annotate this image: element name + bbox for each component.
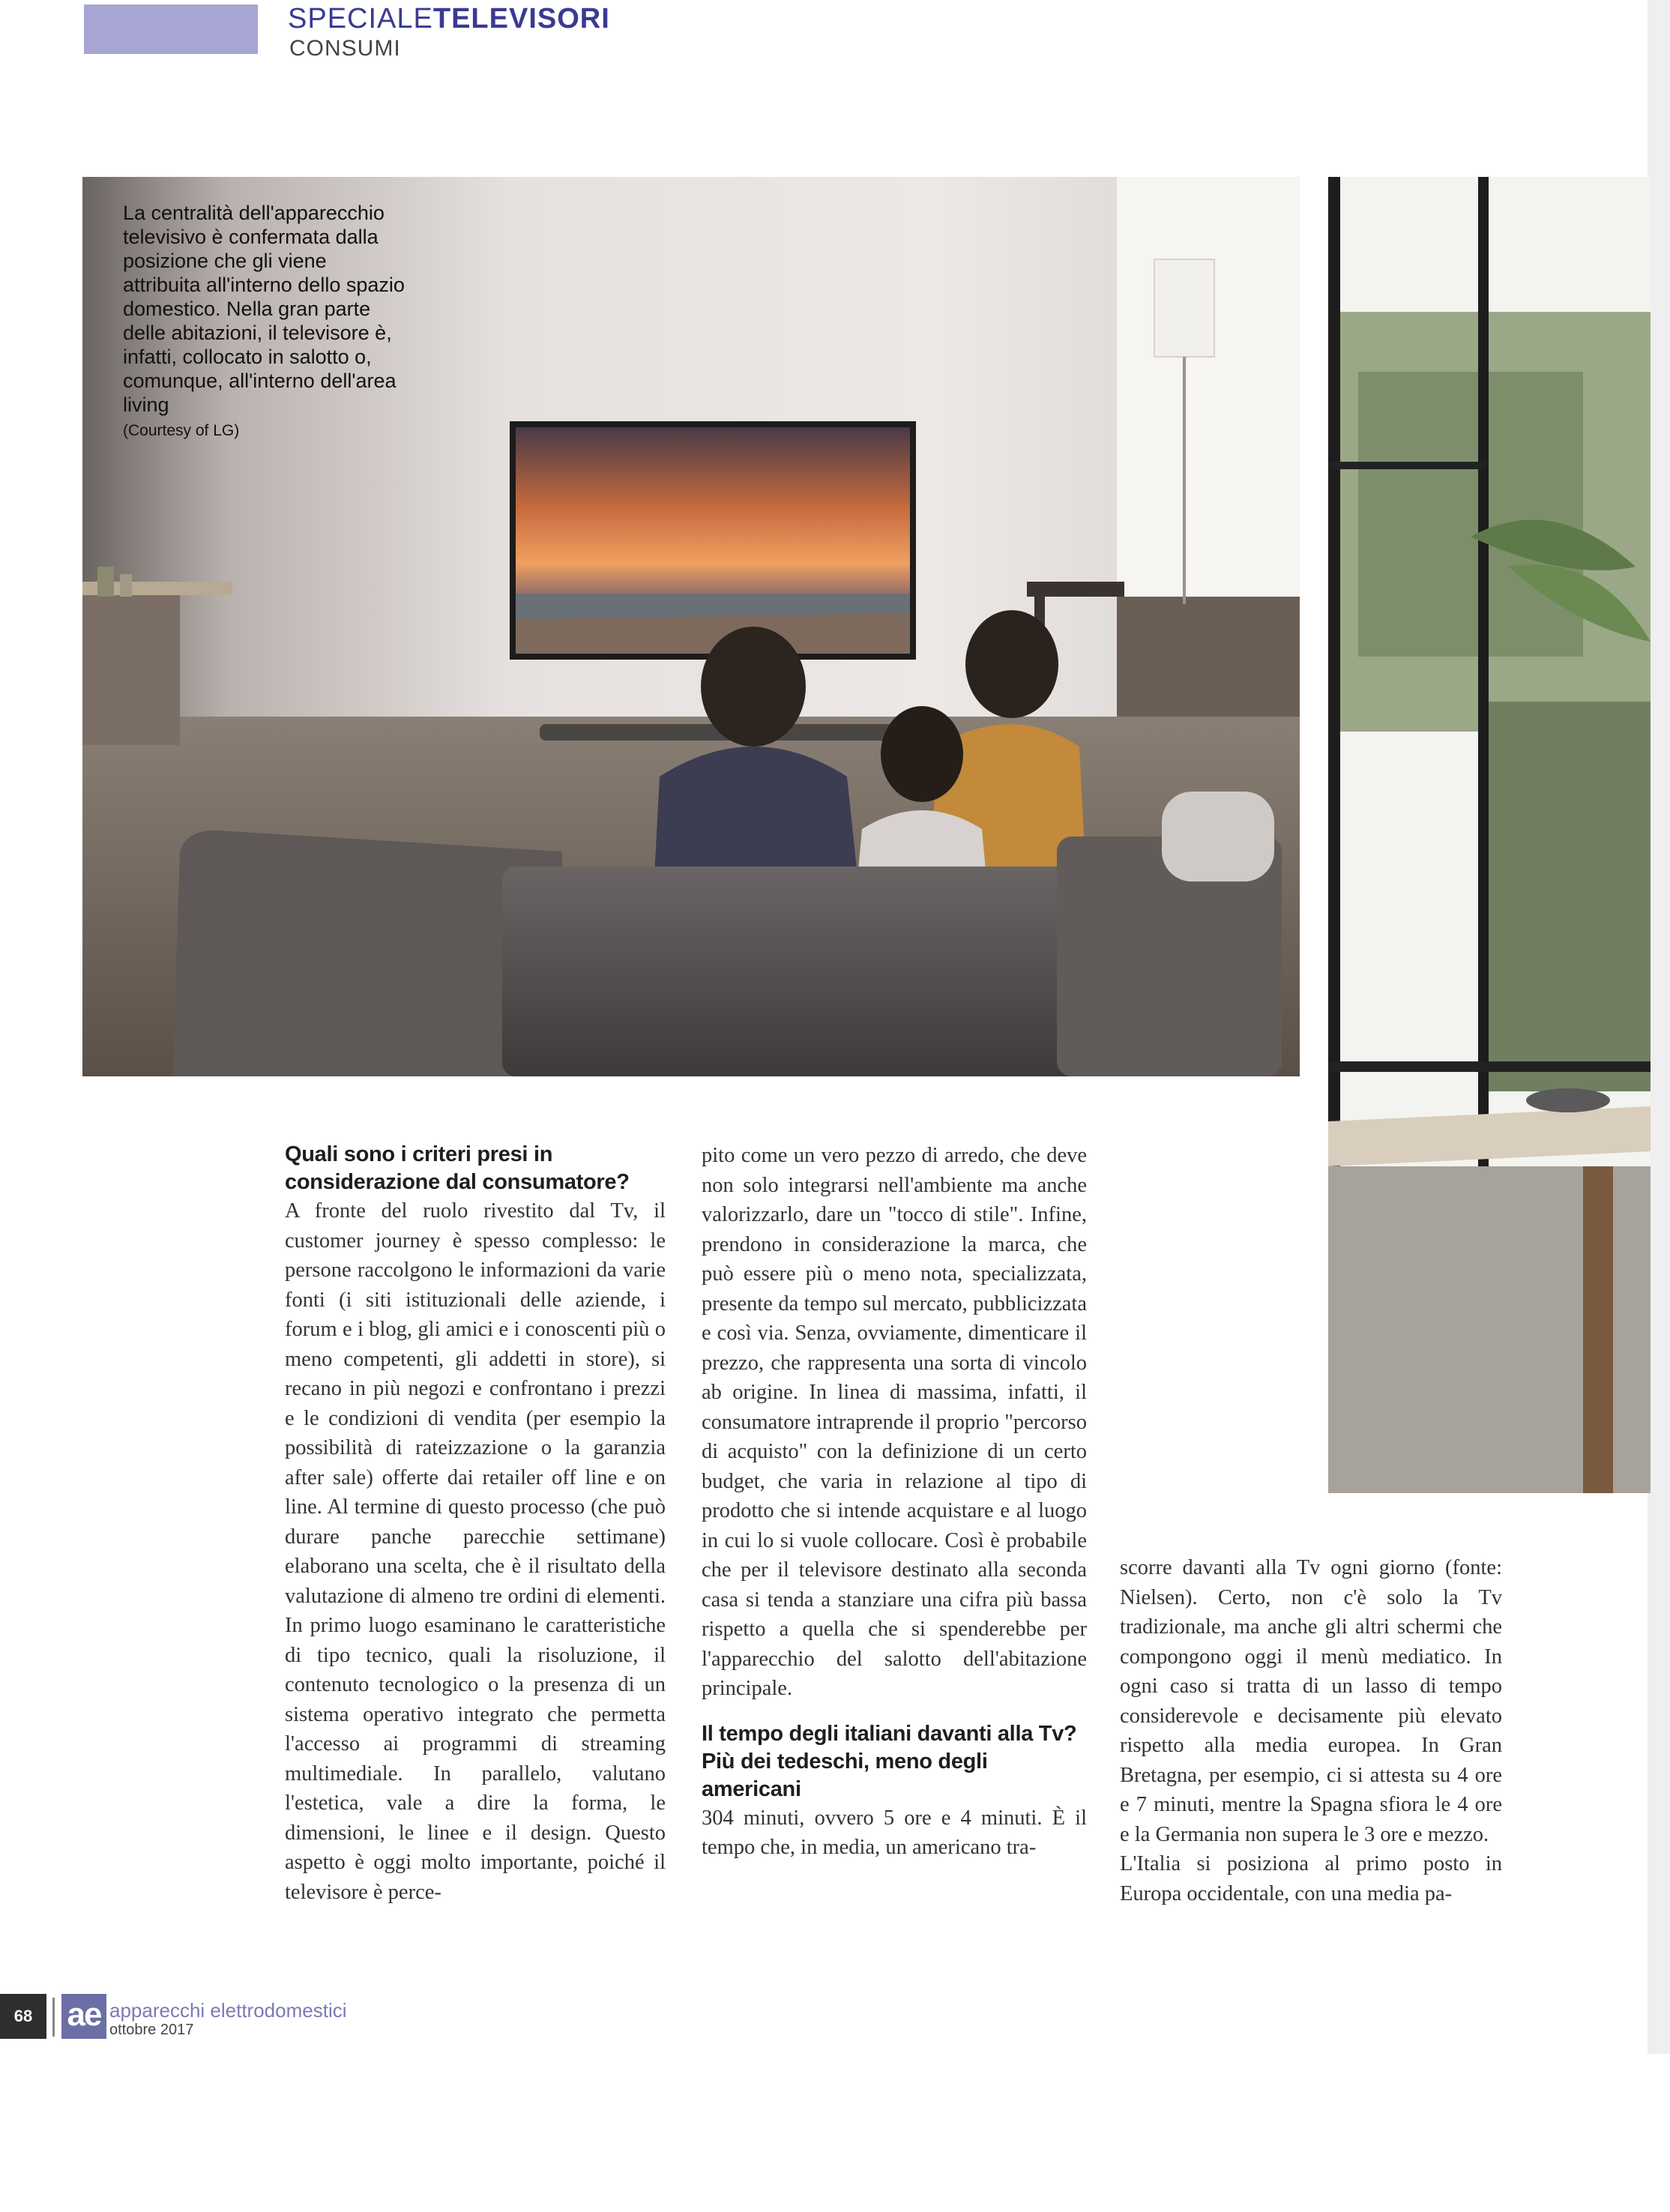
heading-consumer-criteria: Quali sono i criteri presi in considerazione dal consumatore? [285, 1142, 630, 1194]
section-title-bold: TELEVISORI [432, 3, 610, 34]
section-title [288, 3, 610, 34]
paragraph-design-brand-price: pito come un vero pezzo di arredo, che deve non solo integrarsi nell'ambiente ma anche valorizzarlo, dare un "tocco di stile". Infine, prendono in considerazione la marca, che può essere più o meno nota, specializzata, presente da tempo sul mercato, pubblicizzata e così via. Senza, ovviamente, dimenticare il prezzo, che rappresenta una sorta di vincolo ab origine. In linea di massima, infatti, il consumatore intraprende il proprio "percorso di acquisto" con la definizione di un certo budget, che varia in relazione al tipo di prodotto che si intende acquistare e al luogo in cui lo si vuole collocare. Così è probabile che per il televisore destinato alla seconda casa si tenda a stanziare una cifra più bassa rispetto a quella che si spenderebbe per l'apparecchio del salotto dell'abitazione principale. [702, 1144, 1087, 1700]
issue-date: ottobre 2017 [109, 2022, 194, 2038]
article-column-1 [285, 1141, 666, 1907]
magazine-name: apparecchi elettrodomestici [109, 1999, 347, 2022]
footer-divider [52, 1998, 55, 2037]
page-number: 68 [0, 1994, 46, 2039]
paragraph-customer-journey: A fronte del ruolo rivestito dal Tv, il customer journey è spesso complesso: le persone raccolgono le informazioni da varie fonti (i siti istituzionali delle aziende, i forum e i blog, gli amici e i conoscenti più o meno competenti, gli addetti in store), si recano in più negozi e confrontano i prezzi e le condizioni di vendita (per esempio la possibilità di rateizzazione o la garanzia after sale) offerte dai retailer off line e on line. Al termine di questo processo (che può durare panche parecchie settimane) elaborano una scelta, che è il risultato della valutazione di almeno tre ordini di elementi. In primo luogo esaminano le caratteristiche di tipo tecnico, quali la risoluzione, il contenuto tecnologico o la presenza di un sistema operativo integrato che permetta l'accesso ai programmi di streaming multimediale. In parallelo, valutano l'estetica, vale a dire la forma, le dimensioni, le linee e il design. Questo aspetto è oggi molto importante, poiché il televisore è perce- [285, 1199, 666, 1904]
photo-caption [123, 201, 408, 443]
article-column-2 [702, 1141, 1087, 1863]
heading-tv-time: Il tempo degli italiani davanti alla Tv? Più dei tedeschi, meno degli americani [702, 1721, 1077, 1801]
section-color-bar [84, 4, 258, 54]
paragraph-american-minutes: 304 minuti, ovvero 5 ore e 4 minuti. È il tempo che, in media, un americano tra- [702, 1806, 1087, 1859]
window-photo [1328, 177, 1651, 1493]
page-edge-strip [1648, 0, 1670, 2054]
section-title-light: SPECIALE [288, 3, 433, 34]
photo-credit: (Courtesy of LG) [123, 422, 240, 439]
window-illustration [1328, 177, 1651, 1493]
article-column-3 [1120, 1553, 1502, 1908]
magazine-logo: ae [61, 1994, 106, 2039]
paragraph-italy-position: L'Italia si posiziona al primo posto in Europa occidentale, con una media pa- [1120, 1852, 1502, 1905]
paragraph-europe-comparison: scorre davanti alla Tv ogni giorno (fonte: Nielsen). Certo, non c'è solo la Tv tradizionale, ma anche gli altri schermi che compongono oggi il menù mediatico. In ogni caso si tratta di un lasso di tempo considerevole e decisamente più elevato rispetto alla media europea. In Gran Bretagna, per esempio, ci si attesta su 4 ore e 7 minuti, mentre la Spagna sfiora le 4 ore e la Germania non supera le 3 ore e mezzo. [1120, 1556, 1502, 1846]
subsection-title: CONSUMI [289, 36, 401, 61]
caption-text: La centralità dell'apparecchio televisivo è confermata dalla posizione che gli viene attribuita all'interno dello spazio domestico. Nella gran parte delle abitazioni, il televisore è, infatti, collocato in salotto o, comunque, all'interno dell'area living [123, 202, 405, 416]
